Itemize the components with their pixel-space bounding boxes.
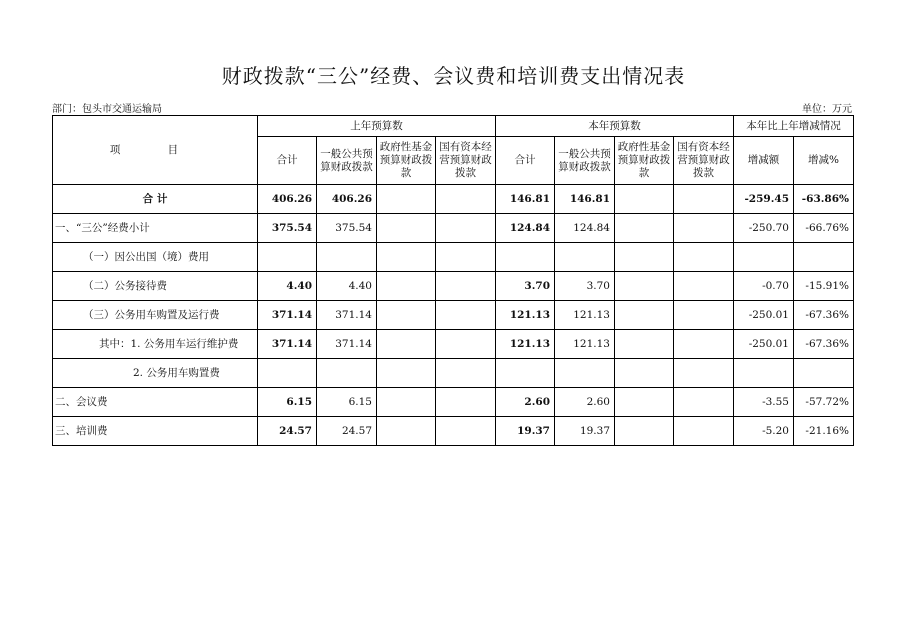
cell-prev-fund <box>377 330 436 359</box>
cell-prev-general <box>317 359 377 388</box>
cell-cur-total: 124.84 <box>496 214 555 243</box>
row-item: 2. 公务用车购置费 <box>53 359 258 388</box>
table-row-total <box>53 185 854 214</box>
cell-prev-general: 4.40 <box>317 272 377 301</box>
cell-prev-general: 371.14 <box>317 301 377 330</box>
cell-cur-fund <box>615 330 674 359</box>
cell-change-amount: -259.45 <box>734 185 794 214</box>
cell-prev-fund <box>377 417 436 446</box>
cell-cur-total: 3.70 <box>496 272 555 301</box>
cell-change-amount: -250.01 <box>734 301 794 330</box>
cell-change-pct: -15.91% <box>794 272 854 301</box>
item-header <box>53 116 258 185</box>
cell-prev-total: 4.40 <box>258 272 317 301</box>
prev-capital-header: 国有资本经营预算财政拨款 <box>436 137 496 185</box>
cell-prev-total <box>258 359 317 388</box>
cell-change-pct: -63.86% <box>794 185 854 214</box>
cell-prev-total: 371.14 <box>258 330 317 359</box>
cell-cur-total <box>496 359 555 388</box>
cell-cur-fund <box>615 388 674 417</box>
cell-prev-capital <box>436 359 496 388</box>
cell-cur-capital <box>674 243 734 272</box>
cell-prev-capital <box>436 272 496 301</box>
cell-prev-total: 6.15 <box>258 388 317 417</box>
cell-cur-fund <box>615 243 674 272</box>
cell-cur-general: 3.70 <box>555 272 615 301</box>
cell-prev-capital <box>436 301 496 330</box>
cell-change-pct <box>794 243 854 272</box>
cell-prev-capital <box>436 185 496 214</box>
cell-cur-total: 19.37 <box>496 417 555 446</box>
row-item: 合 计 <box>53 185 258 214</box>
cell-cur-fund <box>615 214 674 243</box>
cell-prev-general <box>317 243 377 272</box>
cell-prev-fund <box>377 185 436 214</box>
cell-cur-capital <box>674 185 734 214</box>
cell-prev-fund <box>377 388 436 417</box>
cell-prev-fund <box>377 359 436 388</box>
cell-change-amount: -3.55 <box>734 388 794 417</box>
cell-change-pct: -57.72% <box>794 388 854 417</box>
cell-cur-general: 2.60 <box>555 388 615 417</box>
cell-cur-capital <box>674 417 734 446</box>
cell-cur-capital <box>674 359 734 388</box>
change-pct-header: 增减% <box>794 137 854 185</box>
row-item: 二、会议费 <box>53 388 258 417</box>
prev-fund-header: 政府性基金预算财政拨款 <box>377 137 436 185</box>
cell-prev-total: 371.14 <box>258 301 317 330</box>
cell-prev-fund <box>377 243 436 272</box>
cell-cur-fund <box>615 359 674 388</box>
table-row <box>53 417 854 446</box>
row-item: （三）公务用车购置及运行费 <box>53 301 258 330</box>
cell-cur-fund <box>615 301 674 330</box>
cur-general-header: 一般公共预算财政拨款 <box>555 137 615 185</box>
row-item: （一）因公出国（境）费用 <box>53 243 258 272</box>
budget-table <box>52 115 854 446</box>
cell-prev-capital <box>436 214 496 243</box>
cell-change-pct: -21.16% <box>794 417 854 446</box>
cell-change-pct: -66.76% <box>794 214 854 243</box>
cell-cur-general: 146.81 <box>555 185 615 214</box>
cell-cur-general <box>555 243 615 272</box>
cell-change-amount: -5.20 <box>734 417 794 446</box>
cell-cur-fund <box>615 272 674 301</box>
cur-total-header: 合计 <box>496 137 555 185</box>
cell-change-amount: -0.70 <box>734 272 794 301</box>
cell-cur-general: 19.37 <box>555 417 615 446</box>
change-amount-header: 增减额 <box>734 137 794 185</box>
cell-change-amount <box>734 243 794 272</box>
cell-prev-capital <box>436 417 496 446</box>
cell-cur-total: 146.81 <box>496 185 555 214</box>
cell-cur-fund <box>615 417 674 446</box>
table-row <box>53 388 854 417</box>
cur-capital-header: 国有资本经营预算财政拨款 <box>674 137 734 185</box>
cell-prev-general: 406.26 <box>317 185 377 214</box>
cell-cur-capital <box>674 301 734 330</box>
header-group-row <box>53 116 854 137</box>
cell-prev-capital <box>436 330 496 359</box>
cell-prev-total: 24.57 <box>258 417 317 446</box>
cell-cur-capital <box>674 388 734 417</box>
department-label: 部门：包头市交通运输局 <box>52 104 162 115</box>
cell-prev-total: 375.54 <box>258 214 317 243</box>
cell-prev-general: 24.57 <box>317 417 377 446</box>
cell-change-pct: -67.36% <box>794 330 854 359</box>
cell-change-amount: -250.70 <box>734 214 794 243</box>
cur-fund-header: 政府性基金预算财政拨款 <box>615 137 674 185</box>
row-item: 三、培训费 <box>53 417 258 446</box>
cur-year-header: 本年预算数 <box>496 116 734 137</box>
unit-label: 单位：万元 <box>802 104 852 115</box>
cell-cur-general: 121.13 <box>555 330 615 359</box>
page-title: 财政拨款“三公”经费、会议费和培训费支出情况表 <box>221 64 686 88</box>
cell-prev-fund <box>377 214 436 243</box>
row-item: （二）公务接待费 <box>53 272 258 301</box>
cell-cur-general <box>555 359 615 388</box>
cell-cur-capital <box>674 214 734 243</box>
cell-change-amount <box>734 359 794 388</box>
table-row <box>53 330 854 359</box>
cell-prev-capital <box>436 243 496 272</box>
cell-cur-capital <box>674 330 734 359</box>
prev-year-header: 上年预算数 <box>258 116 496 137</box>
cell-cur-general: 121.13 <box>555 301 615 330</box>
cell-prev-fund <box>377 272 436 301</box>
cell-cur-total: 2.60 <box>496 388 555 417</box>
row-item: 其中：1. 公务用车运行维护费 <box>53 330 258 359</box>
cell-prev-total <box>258 243 317 272</box>
table-row <box>53 243 854 272</box>
item-header-label: 项 目 <box>109 143 201 156</box>
cell-prev-general: 6.15 <box>317 388 377 417</box>
cell-cur-total <box>496 243 555 272</box>
cell-cur-capital <box>674 272 734 301</box>
cell-prev-general: 371.14 <box>317 330 377 359</box>
cell-cur-total: 121.13 <box>496 301 555 330</box>
cell-cur-total: 121.13 <box>496 330 555 359</box>
cell-change-pct: -67.36% <box>794 301 854 330</box>
cell-prev-total: 406.26 <box>258 185 317 214</box>
table-row <box>53 272 854 301</box>
table-row <box>53 301 854 330</box>
cell-prev-capital <box>436 388 496 417</box>
cell-cur-fund <box>615 185 674 214</box>
cell-change-amount: -250.01 <box>734 330 794 359</box>
cell-prev-general: 375.54 <box>317 214 377 243</box>
cell-change-pct <box>794 359 854 388</box>
prev-total-header: 合计 <box>258 137 317 185</box>
prev-general-header: 一般公共预算财政拨款 <box>317 137 377 185</box>
cell-prev-fund <box>377 301 436 330</box>
cell-cur-general: 124.84 <box>555 214 615 243</box>
table-row <box>53 359 854 388</box>
row-item: 一、“三公”经费小计 <box>53 214 258 243</box>
change-header: 本年比上年增减情况 <box>734 116 854 137</box>
table-row <box>53 214 854 243</box>
